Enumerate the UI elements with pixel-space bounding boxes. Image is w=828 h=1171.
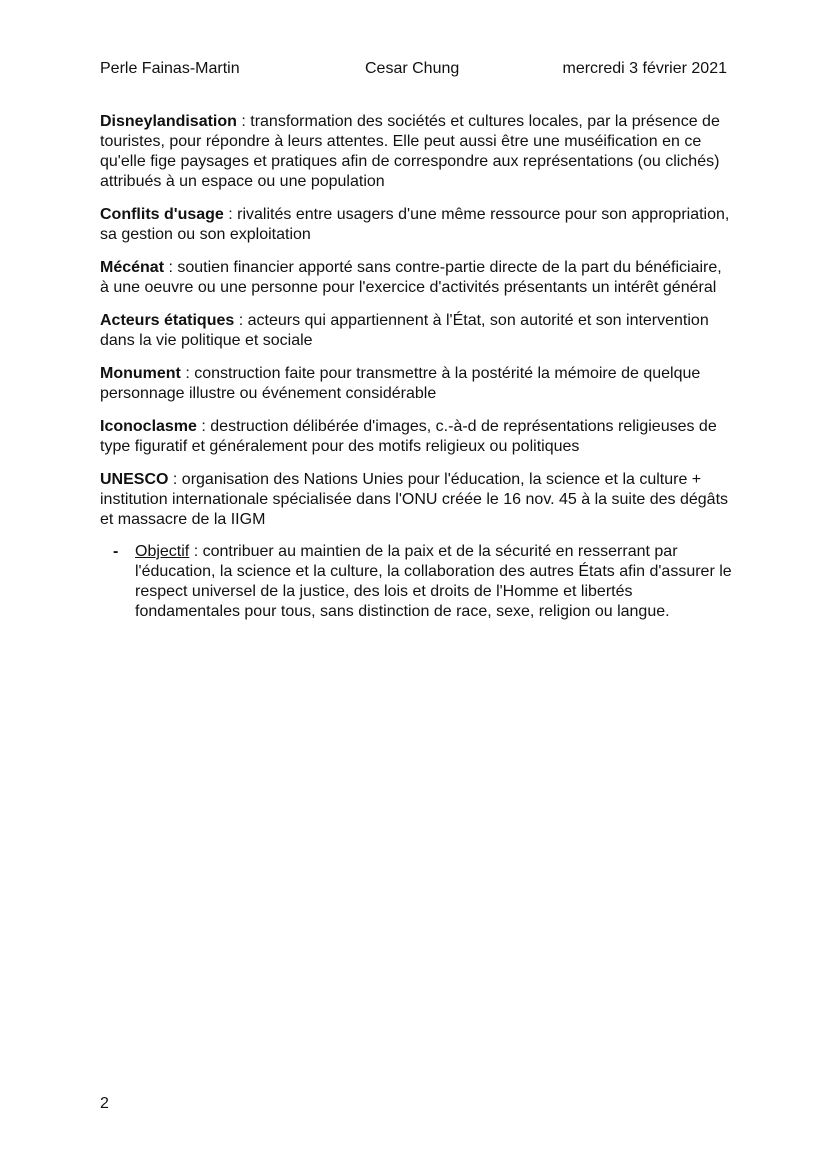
page-header <box>100 59 727 81</box>
dash-bullet-icon: - <box>113 543 119 560</box>
glossary-content <box>100 112 732 638</box>
glossary-entry-acteurs-etatiques <box>100 311 732 351</box>
glossary-definition: : soutien financier apporté sans contre-partie directe de la part du bénéficiaire, à une oeuvre ou une personne pour l'exercice d'activités présentants un intérêt général <box>100 259 722 296</box>
glossary-entry-iconoclasme <box>100 417 732 457</box>
glossary-term: Acteurs étatiques <box>100 312 235 329</box>
glossary-definition: : transformation des sociétés et cultures locales, par la présence de touristes, pour répondre à leurs attentes. Elle peut aussi être une muséification en ce qu'elle fige paysages et pratiques afin de correspondre aux représentations (ou clichés) attribués à un espace ou une population <box>100 113 720 190</box>
glossary-definition: : construction faite pour transmettre à la postérité la mémoire de quelque personnage illustre ou événement considérable <box>100 365 701 402</box>
glossary-entry-monument <box>100 364 732 404</box>
glossary-definition: : destruction délibérée d'images, c.-à-d de représentations religieuses de type figuratif et généralement pour des motifs religieux ou politiques <box>100 418 717 455</box>
glossary-entry-mecenat <box>100 258 732 298</box>
header-author-2: Cesar Chung <box>365 60 460 77</box>
glossary-entry-unesco <box>100 470 732 530</box>
unesco-objective-item <box>113 542 732 622</box>
glossary-entry-conflits-usage <box>100 205 732 245</box>
glossary-definition: : organisation des Nations Unies pour l'éducation, la science et la culture + institution internationale spécialisée dans l'ONU créée le 16 nov. 45 à la suite des dégâts et massacre de la IIGM <box>100 471 729 528</box>
glossary-term: UNESCO <box>100 471 169 488</box>
glossary-definition: : acteurs qui appartiennent à l'État, son autorité et son intervention dans la vie politique et sociale <box>100 312 709 349</box>
page-number: 2 <box>100 1095 109 1112</box>
header-author-1: Perle Fainas-Martin <box>100 60 240 77</box>
objective-text: : contribuer au maintien de la paix et de la sécurité en resserrant par l'éducation, la science et la culture, la collaboration des autres États afin d'assurer le respect universel de la justice, des lois et droits de l'Homme et libertés fondamentales pour tous, sans distinction de race, sexe, religion ou langue. <box>135 543 732 620</box>
objective-label: Objectif <box>135 543 190 560</box>
glossary-term: Conflits d'usage <box>100 206 224 223</box>
glossary-definition: : rivalités entre usagers d'une même ressource pour son appropriation, sa gestion ou son exploitation <box>100 206 730 243</box>
glossary-term: Monument <box>100 365 181 382</box>
glossary-entry-disneylandisation <box>100 112 732 192</box>
header-date: mercredi 3 février 2021 <box>562 60 727 77</box>
glossary-term: Disneylandisation <box>100 113 237 130</box>
glossary-term: Iconoclasme <box>100 418 197 435</box>
glossary-term: Mécénat <box>100 259 165 276</box>
